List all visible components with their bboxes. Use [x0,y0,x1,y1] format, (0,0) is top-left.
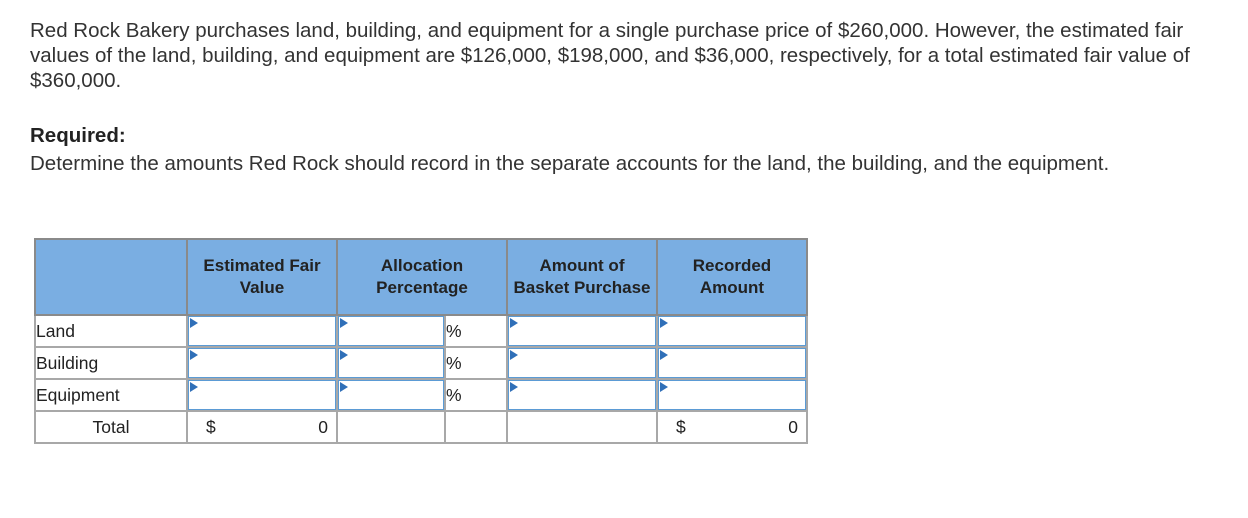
total-allocation-cell [337,411,445,443]
total-percent-cell [445,411,507,443]
equipment-basket-cell [507,379,657,411]
building-recorded-cell [657,347,807,379]
row-label-equipment: Equipment [35,379,187,411]
input-flag-icon [510,318,518,328]
problem-statement: Red Rock Bakery purchases land, building, and equipment for a single purchase price of $260,000. However, the estimated fair values of the land, building, and equipment are $126,000, $198,000, and $36,000, respectively, for a total estimated fair value of $360,000. [30,19,1190,92]
table-row-equipment [35,379,807,411]
input-flag-icon [340,318,348,328]
input-flag-icon [660,382,668,392]
equipment-allocation-input[interactable] [338,380,444,410]
building-allocation-cell [337,347,445,379]
required-instructions: Determine the amounts Red Rock should record in the separate accounts for the land, the building, and the equipment. [30,152,1110,175]
land-allocation-cell [337,315,445,347]
total-recorded-amount: 0 [788,416,798,437]
required-heading: Required: [30,124,126,147]
land-basket-amount-input[interactable] [508,316,656,346]
input-flag-icon [190,382,198,392]
input-flag-icon [510,382,518,392]
table-row-building [35,347,807,379]
input-flag-icon [340,382,348,392]
row-label-land: Land [35,315,187,347]
building-fair-value-input[interactable] [188,348,336,378]
header-blank [35,239,187,315]
equipment-recorded-amount-input[interactable] [658,380,806,410]
header-estimated-fair-value: Estimated Fair Value [187,239,337,315]
header-row [35,239,807,315]
allocation-table [34,238,808,444]
building-basket-cell [507,347,657,379]
input-flag-icon [660,318,668,328]
row-label-building: Building [35,347,187,379]
table-row-total [35,411,807,443]
table-row-land [35,315,807,347]
header-amount-of-basket-purchase: Amount of Basket Purchase [507,239,657,315]
land-basket-cell [507,315,657,347]
total-recorded-cell [657,411,807,443]
input-flag-icon [510,350,518,360]
header-recorded-amount: Recorded Amount [657,239,807,315]
equipment-allocation-cell [337,379,445,411]
row-label-total: Total [35,411,187,443]
land-fair-value-input[interactable] [188,316,336,346]
input-flag-icon [340,350,348,360]
total-fair-value-currency: $ [206,416,216,437]
building-basket-amount-input[interactable] [508,348,656,378]
land-allocation-input[interactable] [338,316,444,346]
building-recorded-amount-input[interactable] [658,348,806,378]
building-fair-value-cell [187,347,337,379]
header-allocation-percentage: Allocation Percentage [337,239,507,315]
total-recorded-currency: $ [676,416,686,437]
total-fair-value: 0 [318,416,328,437]
building-percent-sign: % [445,347,507,379]
building-allocation-input[interactable] [338,348,444,378]
land-recorded-cell [657,315,807,347]
equipment-recorded-cell [657,379,807,411]
input-flag-icon [190,350,198,360]
land-percent-sign: % [445,315,507,347]
equipment-percent-sign: % [445,379,507,411]
land-fair-value-cell [187,315,337,347]
equipment-fair-value-input[interactable] [188,380,336,410]
total-fair-value-cell [187,411,337,443]
equipment-basket-amount-input[interactable] [508,380,656,410]
input-flag-icon [190,318,198,328]
total-basket-cell [507,411,657,443]
input-flag-icon [660,350,668,360]
equipment-fair-value-cell [187,379,337,411]
land-recorded-amount-input[interactable] [658,316,806,346]
